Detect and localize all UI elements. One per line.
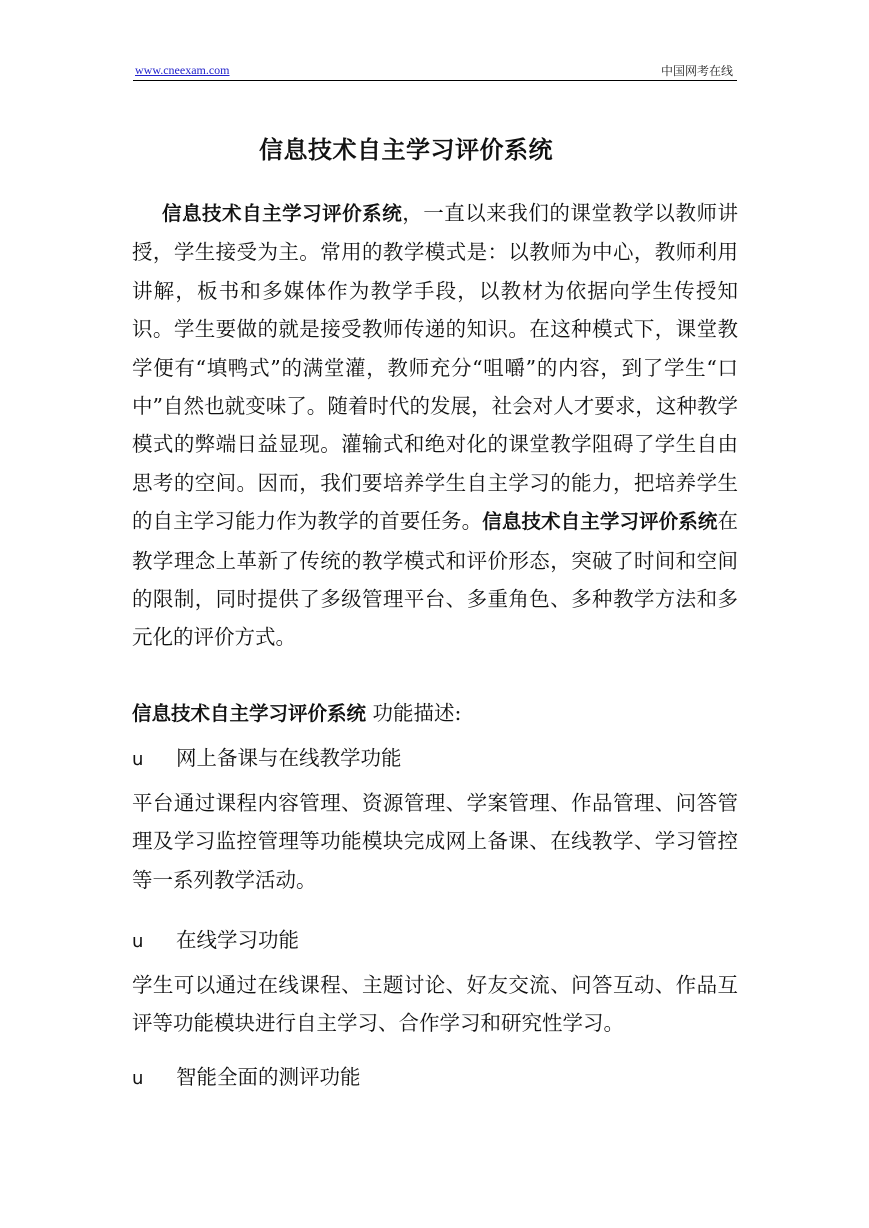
feature-description: 平台通过课程内容管理、资源管理、学案管理、作品管理、问答管理及学习监控管理等功能模块完成网上备课、在线教学、学习管控等一系列教学活动。 bbox=[132, 791, 738, 892]
intro-paragraph bbox=[132, 194, 738, 657]
intro-text-part2: 在教学理念上革新了传统的教学模式和评价形态，突破了时间和空间的限制，同时提供了多级管理平台、多重角色、多种教学方法和多元化的评价方式。 bbox=[132, 509, 738, 650]
features-heading-bold: 信息技术自主学习评价系统 bbox=[132, 702, 367, 725]
page-header bbox=[133, 61, 737, 81]
site-name: 中国网考在线 bbox=[660, 64, 733, 78]
feature-title: 网上备课与在线教学功能 bbox=[176, 746, 402, 770]
feature-item bbox=[132, 739, 738, 779]
intro-lead-bold: 信息技术自主学习评价系统 bbox=[162, 202, 403, 225]
bullet-marker: u bbox=[132, 749, 144, 770]
feature-description: 学生可以通过在线课程、主题讨论、好友交流、问答互动、作品互评等功能模块进行自主学习、合作学习和研究性学习。 bbox=[132, 973, 738, 1036]
site-url-link[interactable]: www.cneexam.com bbox=[135, 63, 230, 77]
intro-mid-bold: 信息技术自主学习评价系统 bbox=[482, 510, 718, 534]
bullet-marker: u bbox=[132, 931, 144, 952]
page-title: 信息技术自主学习评价系统 bbox=[259, 136, 553, 164]
bullet-marker: u bbox=[132, 1068, 144, 1089]
feature-item bbox=[132, 921, 738, 961]
features-heading bbox=[132, 694, 738, 733]
intro-text-part1: ，一直以来我们的课堂教学以教师讲授，学生接受为主。常用的教学模式是：以教师为中心，教师利用讲解，板书和多媒体作为教学手段，以教材为依据向学生传授知识。学生要做的就是接受教师传递的知识。在这种模式下，课堂教学便有“填鸭式”的满堂灌，教师充分“咀嚼”的内容，到了学生“口中”自然也就变味了。随着时代的发展，社会对人才要求，这种教学模式的弊端日益显现。灌输式和绝对化的课堂教学阻碍了学生自由思考的空间。因而，我们要培养学生自主学习的能力，把培养学生的自主学习能力作为教学的首要任务。 bbox=[132, 201, 738, 534]
features-heading-rest: 功能描述: bbox=[366, 701, 462, 725]
feature-item bbox=[132, 1058, 738, 1098]
feature-title: 在线学习功能 bbox=[176, 928, 299, 952]
feature-title: 智能全面的测评功能 bbox=[176, 1065, 361, 1089]
